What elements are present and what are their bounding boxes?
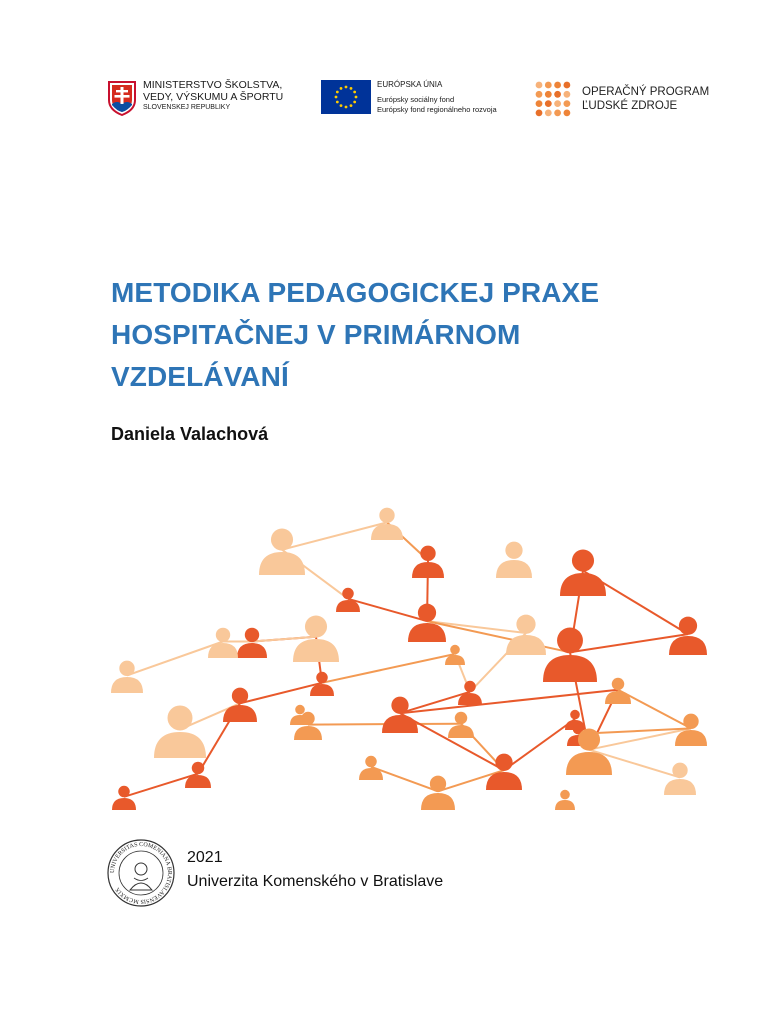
person-icon <box>111 661 143 693</box>
publication-year: 2021 <box>187 849 223 866</box>
network-link <box>400 690 618 714</box>
seal-text: UNIVERSITAS COMENIANA BRATISLAVENSIS MCMXIX <box>109 841 173 905</box>
title-line-1: METODIKA PEDAGOGICKEJ PRAXE <box>111 277 600 308</box>
op-dot-icon <box>545 82 552 89</box>
op-dot-icon <box>554 110 561 117</box>
op-dot-icon <box>545 100 552 107</box>
network-link <box>127 642 223 676</box>
op-dot-icon <box>554 82 561 89</box>
person-icon <box>566 729 612 775</box>
eu-star-icon <box>336 91 339 94</box>
op-line-2: ĽUDSKÉ ZDROJE <box>582 100 678 112</box>
eu-star-icon <box>335 96 338 99</box>
network-link <box>322 654 455 683</box>
person-icon <box>259 529 305 575</box>
ministry-logo <box>107 80 283 116</box>
publication-info <box>187 846 443 894</box>
eu-star-icon <box>353 101 356 104</box>
person-icon <box>359 756 383 780</box>
person-icon <box>185 762 211 788</box>
op-dot-icon <box>536 82 543 89</box>
ministry-line-2: VEDY, VÝSKUMU A ŠPORTU <box>143 90 284 103</box>
op-dot-icon <box>545 110 552 117</box>
network-link <box>240 683 322 704</box>
op-dot-icon <box>564 110 571 117</box>
eu-star-icon <box>340 87 343 90</box>
person-icon <box>154 705 206 758</box>
eu-logo <box>321 80 497 115</box>
person-icon <box>555 790 575 810</box>
op-line-1: OPERAČNÝ PROGRAM <box>582 86 710 98</box>
network-link <box>504 719 575 770</box>
eu-star-icon <box>353 91 356 94</box>
network-link <box>618 690 691 729</box>
eu-star-icon <box>350 87 353 90</box>
op-dot-icon <box>554 91 561 98</box>
op-dot-icon <box>536 91 543 98</box>
eu-star-icon <box>340 104 343 107</box>
op-dot-icon <box>536 100 543 107</box>
document-title <box>111 272 671 398</box>
eu-star-icon <box>350 104 353 107</box>
person-icon <box>486 754 522 790</box>
person-icon <box>664 763 696 795</box>
network-link <box>427 621 570 652</box>
op-dot-icon <box>536 110 543 117</box>
slovak-coat-of-arms-icon <box>107 80 137 116</box>
op-dot-icon <box>564 91 571 98</box>
publisher-name: Univerzita Komenského v Bratislave <box>187 873 444 890</box>
person-icon <box>371 508 403 540</box>
logo-bar <box>0 80 768 130</box>
person-icon <box>496 542 532 578</box>
network-link <box>400 713 504 770</box>
op-dot-icon <box>564 82 571 89</box>
person-icon <box>237 628 267 658</box>
university-seal-icon <box>106 838 176 908</box>
ministry-line-3: SLOVENSKEJ REPUBLIKY <box>143 104 231 111</box>
people-network-illustration <box>100 490 715 820</box>
op-dot-icon <box>554 100 561 107</box>
op-dot-icon <box>545 91 552 98</box>
eu-line-1: EURÓPSKA ÚNIA <box>377 80 443 89</box>
author-name: Daniela Valachová <box>111 424 269 444</box>
eu-star-icon <box>345 106 348 109</box>
eu-star-icon <box>336 101 339 104</box>
op-dot-icon <box>564 100 571 107</box>
eu-line-3: Európsky fond regionálneho rozvoja <box>377 105 497 114</box>
person-icon <box>382 697 418 733</box>
eu-star-icon <box>345 86 348 89</box>
op-dots-icon <box>534 80 572 118</box>
eu-star-icon <box>355 96 358 99</box>
eu-line-2: Európsky sociálny fond <box>377 95 455 104</box>
title-line-3: VZDELÁVANÍ <box>111 361 289 392</box>
eu-flag-icon <box>321 80 371 114</box>
title-line-2: HOSPITAČNEJ V PRIMÁRNOM <box>111 319 521 350</box>
op-logo <box>534 80 709 118</box>
person-icon <box>421 776 455 810</box>
person-icon <box>112 786 136 810</box>
ministry-line-1: MINISTERSTVO ŠKOLSTVA, <box>143 79 283 91</box>
person-icon <box>506 615 546 655</box>
person-icon <box>208 628 238 658</box>
network-link <box>282 522 387 549</box>
